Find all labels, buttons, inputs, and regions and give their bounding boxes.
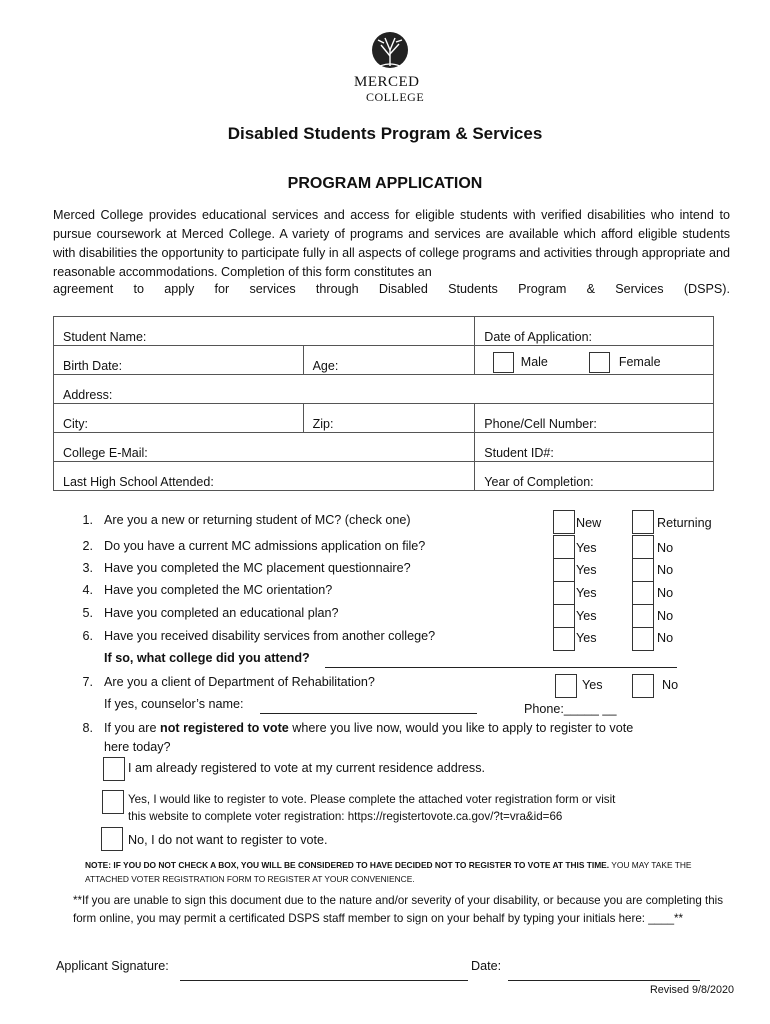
address-label: Address: [63,388,113,402]
student-name-label: Student Name: [63,330,147,344]
year-of-completion-label: Year of Completion: [484,475,594,489]
no-label: No [657,586,674,600]
city-field[interactable] [54,404,304,433]
question-number: 7. [82,675,93,689]
new-label: New [576,516,602,530]
college-email-field[interactable] [54,433,475,462]
zip-label: Zip: [312,417,334,431]
question-text: Have you received disability services from another college? [104,629,436,643]
student-name-field[interactable] [54,317,475,346]
register-to-vote-url: this website to complete voter registration: https://registertovote.ca.gov/?t=vra&id=66 [128,810,563,823]
age-field[interactable] [303,346,475,375]
returning-label: Returning [657,516,712,530]
counselor-name-label: If yes, counselor’s name: [104,697,244,711]
phone-label: Phone/Cell Number: [484,417,597,431]
previous-college-label: If so, what college did you attend? [104,651,310,665]
already-registered-label: I am already registered to vote at my current residence address. [128,761,485,775]
high-school-field[interactable] [54,462,475,491]
signature-footnote: **If you are unable to sign this document due to the nature and/or severity of your disability, or because you are completing this form online, you may permit a certificated DSPS staff member to sign on your behalf by typing your initials here: ____** [73,894,724,925]
question-text: Are you a client of Department of Rehabilitation? [104,675,375,689]
phone-field[interactable] [475,404,714,433]
intro-paragraph-last-line: agreement to apply for services through Disabled Students Program & Services (DSPS). [53,282,730,296]
no-label: No [657,631,674,645]
city-label: City: [63,417,88,431]
new-checkbox[interactable] [553,510,575,534]
rehab-no-label: No [662,678,679,692]
question-text: Are you a new or returning student of MC? (check one) [104,513,411,527]
yes-label: Yes [576,586,597,600]
question-number: 2. [82,539,93,553]
no-checkbox[interactable] [632,558,654,582]
date-label: Date: [471,959,502,973]
date-of-application-label: Date of Application: [484,330,593,344]
rehab-no-checkbox[interactable] [632,674,654,698]
male-label: Male [520,354,548,369]
form-subtitle: PROGRAM APPLICATION [287,175,483,192]
vote-question-line2: here today? [104,740,171,754]
date-of-application-field[interactable] [475,317,714,346]
female-label: Female [618,354,661,369]
question-number: 6. [82,629,93,643]
no-checkbox[interactable] [632,604,654,628]
no-label: No [657,609,674,623]
address-field[interactable] [54,375,714,404]
gender-cell [475,346,714,375]
question-number: 1. [82,513,93,527]
yes-label: Yes [576,631,597,645]
question-number: 3. [82,561,93,575]
vote-question-emphasis: not registered to vote [160,721,289,735]
student-info-table [53,316,714,491]
birth-date-label: Birth Date: [63,359,123,373]
birth-date-field[interactable] [54,346,304,375]
yes-label: Yes [576,609,597,623]
decline-register-checkbox[interactable] [101,827,123,851]
vote-question-prefix: If you are [104,721,161,735]
age-label: Age: [312,359,339,373]
voter-note [85,858,725,886]
voter-note-normal: YOU MAY TAKE THE ATTACHED VOTER REGISTRATION FORM TO REGISTER AT YOUR CONVENIENCE. [85,860,692,884]
page-title: Disabled Students Program & Services [227,124,543,143]
no-label: No [657,563,674,577]
decline-register-label: No, I do not want to register to vote. [128,833,328,847]
no-checkbox[interactable] [632,581,654,605]
student-id-field[interactable] [475,433,714,462]
question-number: 8. [82,721,93,735]
no-label: No [657,541,674,555]
vote-question-text [104,721,704,735]
register-to-vote-label: Yes, I would like to register to vote. Please complete the attached voter registration form or visit [128,793,616,806]
yes-checkbox[interactable] [553,535,575,559]
question-text: Do you have a current MC admissions application on file? [104,539,426,553]
vote-question-suffix: where you live now, would you like to apply to register to vote [288,721,634,735]
already-registered-checkbox[interactable] [103,757,125,781]
counselor-name-field[interactable] [260,713,477,714]
previous-college-field[interactable] [325,667,677,668]
yes-label: Yes [576,541,597,555]
register-to-vote-checkbox[interactable] [102,790,124,814]
returning-checkbox[interactable] [632,510,654,534]
revision-date: Revised 9/8/2020 [649,984,734,996]
applicant-signature-field[interactable] [180,980,468,981]
logo-text-college: COLLEGE [366,90,425,104]
counselor-phone-label: Phone:_____ __ [524,702,617,716]
rehab-yes-label: Yes [582,678,603,692]
yes-label: Yes [576,563,597,577]
male-checkbox[interactable] [493,352,514,373]
question-number: 5. [82,606,93,620]
logo-text-merced: MERCED [354,74,420,90]
question-number: 4. [82,583,93,597]
yes-checkbox[interactable] [553,604,575,628]
question-text: Have you completed the MC placement questionnaire? [104,561,411,575]
female-checkbox[interactable] [589,352,610,373]
college-email-label: College E-Mail: [63,446,148,460]
no-checkbox[interactable] [632,535,654,559]
zip-field[interactable] [303,404,475,433]
intro-paragraph: Merced College provides educational services and access for eligible students with verified disabilities who intend to pursue coursework at Merced College. A variety of programs and services are available which afford eligible students with disabilities the opportunity to participate fully in all aspects of college programs and activities through appropriate and reasonable accommodations. Completion of this form constitutes an [53,208,730,279]
voter-note-bold: NOTE: IF YOU DO NOT CHECK A BOX, YOU WILL BE CONSIDERED TO HAVE DECIDED NOT TO REGISTER TO VOTE AT THIS TIME. [85,860,610,870]
yes-checkbox[interactable] [553,627,575,651]
signature-date-field[interactable] [508,980,700,981]
high-school-label: Last High School Attended: [63,475,214,489]
yes-checkbox[interactable] [553,558,575,582]
tree-logo-icon [350,30,430,80]
yes-checkbox[interactable] [553,581,575,605]
applicant-signature-label: Applicant Signature: [56,959,169,973]
student-id-label: Student ID#: [484,446,554,460]
question-text: Have you completed the MC orientation? [104,583,333,597]
rehab-yes-checkbox[interactable] [555,674,577,698]
year-of-completion-field[interactable] [475,462,714,491]
question-text: Have you completed an educational plan? [104,606,339,620]
no-checkbox[interactable] [632,627,654,651]
